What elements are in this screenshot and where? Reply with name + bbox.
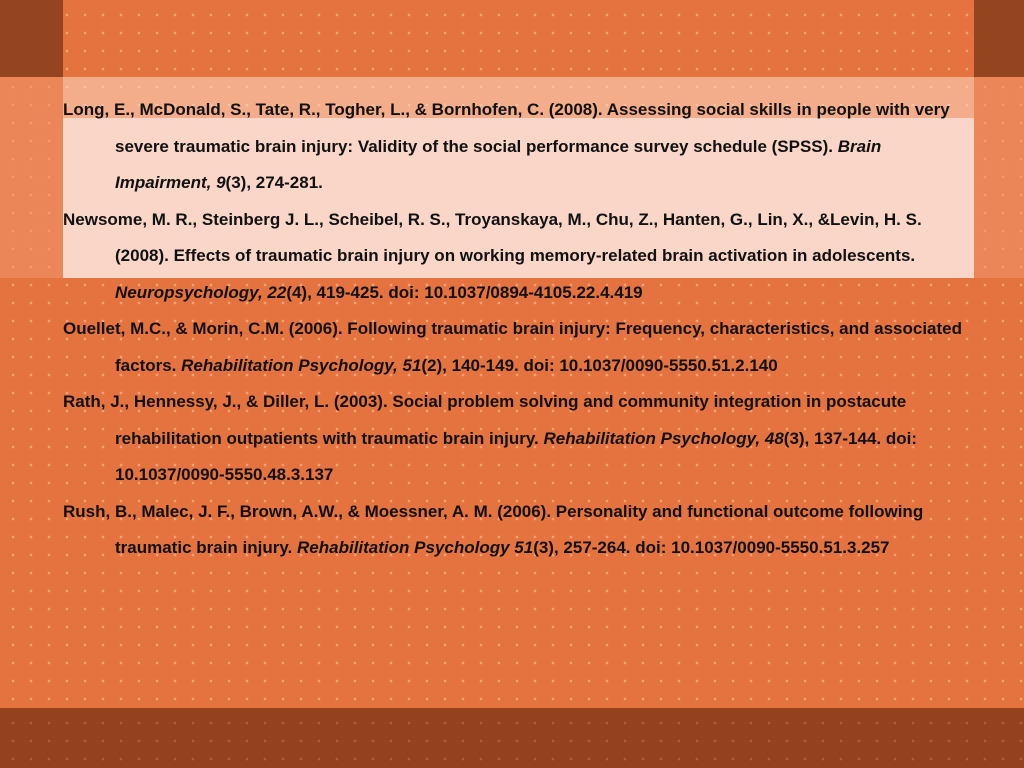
reference-journal: Brain Impairment, 9 [115,136,882,192]
reference-journal: Neuropsychology, 22 [115,282,287,302]
reference-details: (4), 419-425. doi: 10.1037/0894-4105.22.4.419 [286,282,643,302]
reference-item [63,92,973,202]
side-band-right [974,77,1024,278]
side-band-left [0,77,63,278]
reference-authors-title: Long, E., McDonald, S., Tate, R., Togher, L., & Bornhofen, C. (2008). Assessing social skills in people with very severe traumatic brain injury: Validity of the social performance survey schedule (SPSS). [63,100,950,156]
reference-journal: Rehabilitation Psychology, 51 [181,355,422,375]
reference-list [63,92,973,567]
reference-item [63,311,973,384]
reference-item [63,494,973,567]
reference-authors-title: Newsome, M. R., Steinberg J. L., Scheibel, R. S., Troyanskaya, M., Chu, Z., Hanten, G., Lin, X., &Levin, H. S. (2008). Effects of traumatic brain injury on working memory-related brain activation in adolescents. [63,209,922,265]
reference-authors-title: Ouellet, M.C., & Morin, C.M. (2006). Following traumatic brain injury: Frequency, characteristics, and associated factors. [63,319,962,375]
reference-authors-title: Rush, B., Malec, J. F., Brown, A.W., & Moessner, A. M. (2006). Personality and functional outcome following traumatic brain injury. [63,501,924,557]
reference-item [63,384,973,494]
reference-details: (2), 140-149. doi: 10.1037/0090-5550.51.2.140 [421,355,778,375]
corner-block-top-right [974,0,1024,77]
reference-details: (3), 137-144. doi: 10.1037/0090-5550.48.3.137 [115,428,917,484]
corner-block-top-left [0,0,63,77]
reference-details: (3), 257-264. doi: 10.1037/0090-5550.51.3.257 [533,538,890,557]
reference-journal: Rehabilitation Psychology 51 [297,538,534,557]
reference-item [63,202,973,312]
reference-details: (3), 274-281. [225,173,323,192]
reference-authors-title: Rath, J., Hennessy, J., & Diller, L. (2003). Social problem solving and community integration in postacute rehabilitation outpatients with traumatic brain injury. [63,392,907,448]
reference-journal: Rehabilitation Psychology, 48 [543,428,784,448]
bottom-band [0,708,1024,768]
